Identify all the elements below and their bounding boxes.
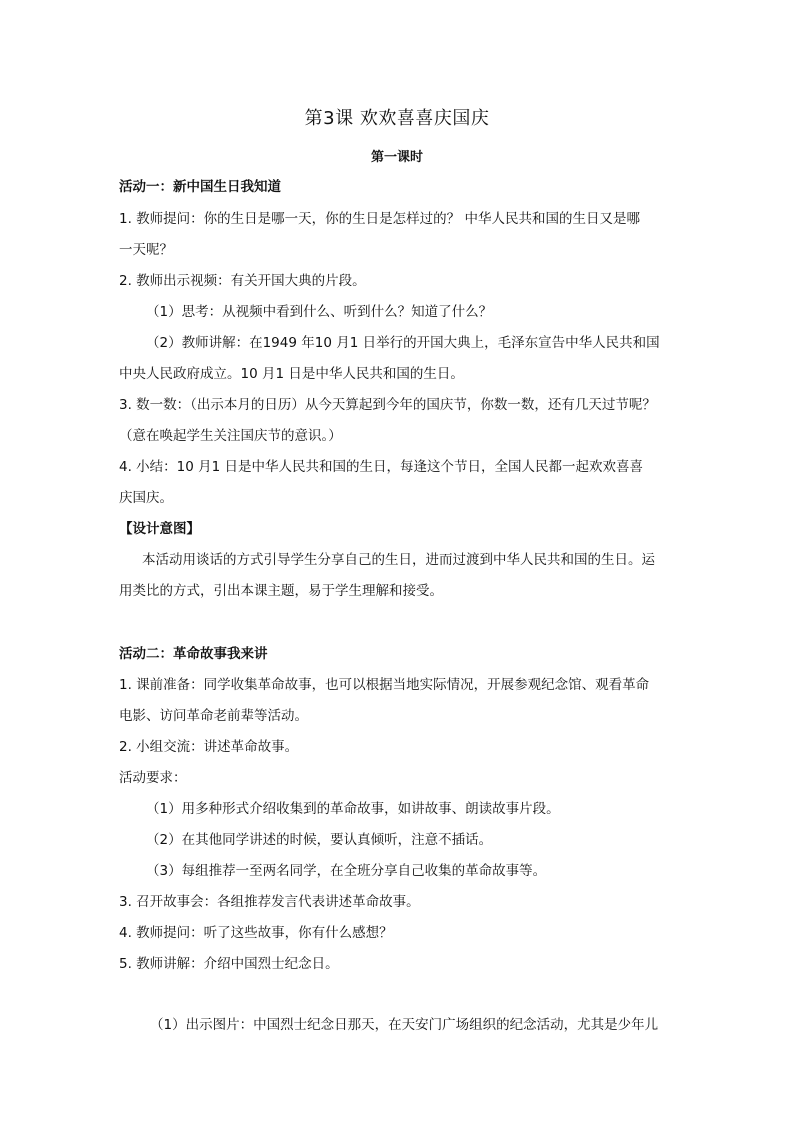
paragraph-line: 4. 教师提问：听了这些故事，你有什么感想？ xyxy=(119,925,393,941)
paragraph-line: 本活动用谈话的方式引导学生分享自己的生日，进而过渡到中华人民共和国的生日。运 xyxy=(142,552,655,568)
lesson-title: 第3课 欢欢喜喜庆国庆 xyxy=(304,108,490,129)
paragraph-line: （3）每组推荐一至两名同学，在全班分享自己收集的革命故事等。 xyxy=(146,863,547,879)
design-intent-heading: 【设计意图】 xyxy=(119,521,200,537)
paragraph-line: 2. 教师出示视频：有关开国大典的片段。 xyxy=(119,273,366,289)
paragraph-line: （1）出示图片：中国烈士纪念日那天，在天安门广场组织的纪念活动，尤其是少年儿 xyxy=(150,1017,659,1033)
paragraph-line: 3. 召开故事会：各组推荐发言代表讲述革命故事。 xyxy=(119,894,420,910)
paragraph-line: 4. 小结：10 月1 日是中华人民共和国的生日，每逢这个节日，全国人民都一起欢欢喜喜 xyxy=(119,459,644,475)
activity-2-heading: 活动二：革命故事我来讲 xyxy=(119,646,268,662)
paragraph-line: 1. 教师提问：你的生日是哪一天，你的生日是怎样过的？ 中华人民共和国的生日又是哪 xyxy=(119,211,640,227)
paragraph-line: （1）思考：从视频中看到什么、听到什么？知道了什么？ xyxy=(146,304,493,320)
paragraph-line: 2. 小组交流：讲述革命故事。 xyxy=(119,739,299,755)
paragraph-line: （意在唤起学生关注国庆节的意识。） xyxy=(119,428,342,444)
paragraph-line: 庆国庆。 xyxy=(119,490,173,506)
paragraph-line: 活动要求： xyxy=(119,770,187,786)
paragraph-line: （2）教师讲解：在1949 年10 月1 日举行的开国大典上，毛泽东宣告中华人民共和国 xyxy=(146,335,660,351)
paragraph-line: 用类比的方式，引出本课主题，易于学生理解和接受。 xyxy=(119,583,443,599)
paragraph-line: 1. 课前准备：同学收集革命故事，也可以根据当地实际情况，开展参观纪念馆、观看革命 xyxy=(119,677,650,693)
paragraph-line: （2）在其他同学讲述的时候，要认真倾听，注意不插话。 xyxy=(146,832,493,848)
paragraph-line: （1）用多种形式介绍收集到的革命故事，如讲故事、朗读故事片段。 xyxy=(146,801,560,817)
paragraph-line: 电影、访问革命老前辈等活动。 xyxy=(119,708,308,724)
paragraph-line: 一天呢？ xyxy=(119,242,173,258)
paragraph-line: 3. 数一数：（出示本月的日历）从今天算起到今年的国庆节，你数一数，还有几天过节呢？ xyxy=(119,397,656,413)
paragraph-line: 中央人民政府成立。10 月1 日是中华人民共和国的生日。 xyxy=(119,366,464,382)
lesson-subtitle: 第一课时 xyxy=(370,150,423,165)
paragraph-line: 5. 教师讲解：介绍中国烈士纪念日。 xyxy=(119,956,339,972)
activity-1-heading: 活动一：新中国生日我知道 xyxy=(119,179,281,195)
